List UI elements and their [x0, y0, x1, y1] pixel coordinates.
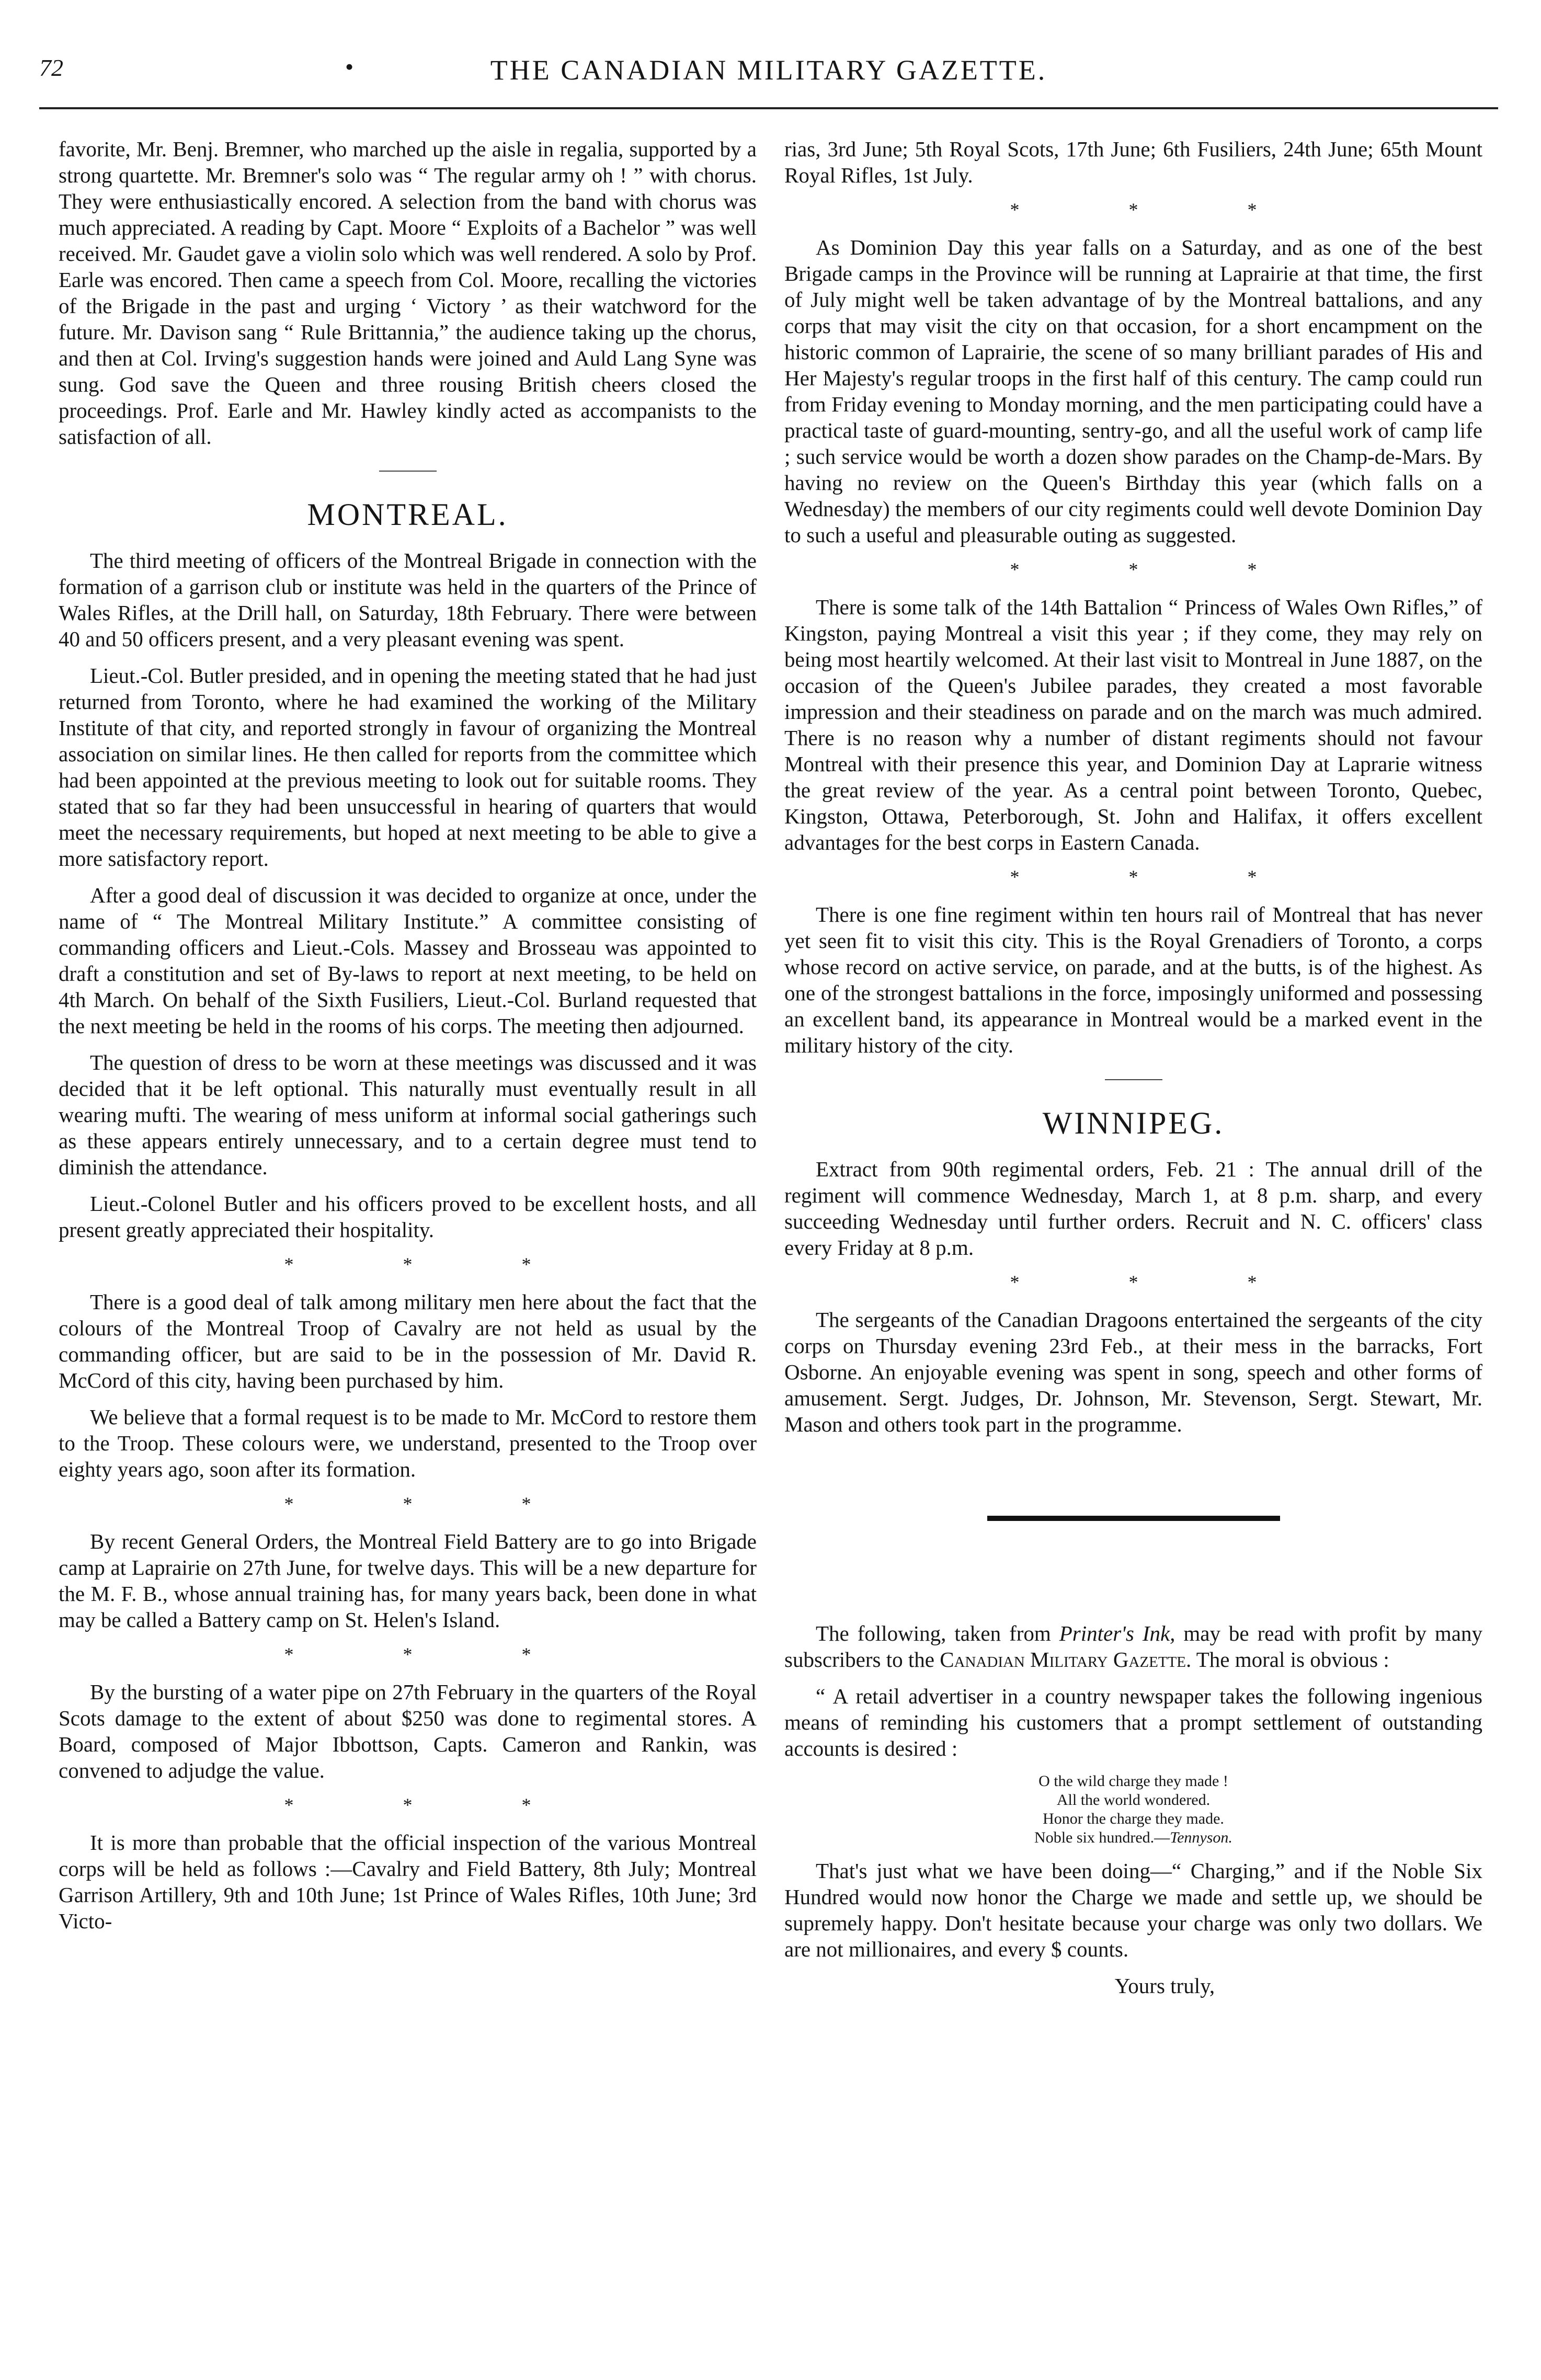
article-paragraph: favorite, Mr. Benj. Bremner, who marched up the aisle in regalia, supported by a strong quartette. Mr. Bremner's solo was “ The regular army oh ! ” with chorus. They were enthusiastically encored. A selection from the band with chorus was much appreciated. A reading by Capt. Moore “ Exploits of a Bachelor ” was well received. Mr. Gaudet gave a violin solo which was well rendered. A solo by Prof. Earle was encored. Then came a speech from Col. Moore, recalling the victories of the Brigade in the past and urging ‘ Victory ’ as their watchword for the future. Mr. Davison sang “ Rule Brittannia,” the audience taking up the chorus, and then at Col. Irving's suggestion hands were joined and Auld Lang Syne was sung. God save the Queen and three rousing British cheers closed the proceedings. Prof. Earle and Mr. Hawley kindly acted as accompanists to the satisfaction of all.: [59, 137, 757, 449]
article-paragraph: Lieut.-Colonel Butler and his officers proved to be excellent hosts, and all present greatly appreciated their hospitality.: [59, 1192, 757, 1242]
poem-line-text: Noble six hundred.—: [1034, 1829, 1170, 1846]
page-number: 72: [39, 54, 63, 81]
poem-line: [784, 1828, 1482, 1847]
section-divider: [1105, 1079, 1162, 1080]
left-column: [59, 136, 757, 1944]
article-paragraph: rias, 3rd June; 5th Royal Scots, 17th June; 6th Fusiliers, 24th June; 65th Mount Royal Rifles, 1st July.: [784, 137, 1482, 187]
star-separator: * * *: [1010, 866, 1309, 887]
printers-text-b: may be read with profit by many subscribers to the: [784, 1621, 1482, 1672]
article-paragraph: The sergeants of the Canadian Dragoons entertained the sergeants of the city corps on Thursday evening 23rd Feb., at their mess in the barracks, Fort Osborne. An enjoyable evening was spent in song, speech and other forms of amusement. Sergt. Judges, Dr. Johnson, Mr. Stevenson, Sergt. Stewart, Mr. Mason and others took part in the programme.: [784, 1308, 1482, 1436]
printers-text-a: The following, taken from: [816, 1621, 1051, 1645]
section-title-winnipeg: WINNIPEG.: [1042, 1106, 1225, 1140]
poem-line: O the wild charge they made !: [1038, 1772, 1228, 1790]
star-separator: * * *: [1010, 559, 1309, 580]
star-separator: * * *: [284, 1644, 584, 1665]
article-paragraph: By the bursting of a water pipe on 27th February in the quarters of the Royal Scots damage to the extent of about $250 was done to regimental stores. A Board, composed of Major Ibbottson, Capts. Cameron and Rankin, was convened to adjudge the value.: [59, 1680, 757, 1782]
star-separator: * * *: [284, 1254, 584, 1275]
article-paragraph: As Dominion Day this year falls on a Saturday, and as one of the best Brigade camps in the Province will be running at Laprairie at that time, the first of July might well be taken advantage of by the Montreal battalions, and any corps that may visit the city on that occasion, for a short encampment on the historic common of Laprairie, the scene of so many brilliant parades of His and Her Majesty's regular troops in the first half of this century. The camp could run from Friday evening to Monday morning, and the men participating could have a practical taste of guard-mounting, sentry-go, and all the useful work of camp life ; such service would be worth a dozen show parades on the Champ-de-Mars. By having no review on the Queen's Birthday this year (which falls on a Wednesday) the members of our city regiments could well devote Dominion Day to such a useful and pleasurable outing as suggested.: [784, 235, 1482, 547]
article-paragraph: “ A retail advertiser in a country newspaper takes the following ingenious means of reminding his customers that a prompt settlement of outstanding accounts is desired :: [784, 1684, 1482, 1760]
article-paragraph: There is one fine regiment within ten hours rail of Montreal that has never yet seen fit to visit this city. This is the Royal Grenadiers of Toronto, a corps whose record on active service, on parade, and at the butts, is of the highest. As one of the strongest battalions in the force, imposingly uniformed and possessing an excellent band, its appearance in Montreal would be a marked event in the military history of the city.: [784, 902, 1482, 1057]
star-separator: * * *: [1010, 1272, 1309, 1292]
article-paragraph: We believe that a formal request is to be made to Mr. McCord to restore them to the Troop. These colours were, we understand, presented to the Troop over eighty years ago, soon after its formation.: [59, 1405, 757, 1481]
section-divider: [379, 471, 437, 472]
article-paragraph: It is more than probable that the official inspection of the various Montreal corps will be held as follows :—Cavalry and Field Battery, 8th July; Montreal Garrison Artillery, 9th and 10th June; 1st Prince of Wales Rifles, 10th June; 3rd Victo-: [59, 1830, 757, 1933]
star-separator: * * *: [284, 1493, 584, 1514]
article-paragraph: The question of dress to be worn at these meetings was discussed and it was decided that it be left optional. This naturally must eventually result in all wearing mufti. The wearing of mess uniform at informal social gatherings such as these appears entirely unnecessary, and to a certain degree must tend to diminish the attendance.: [59, 1050, 757, 1179]
article-paragraph: There is a good deal of talk among military men here about the fact that the colours of the Montreal Troop of Cavalry are not held as usual by the commanding officer, but are said to be in the possession of Mr. David R. McCord of this city, having been purchased by him.: [59, 1290, 757, 1392]
star-separator: * * *: [284, 1794, 584, 1815]
article-paragraph: There is some talk of the 14th Battalion “ Princess of Wales Own Rifles,” of Kingston, paying Montreal a visit this year ; if they come, they may rely on being most heartily welcomed. At their last visit to Montreal in June 1887, on the occasion of the Queen's Jubilee parades, they created a most favorable impression and their steadiness on parade and on the march was much admired. There is no reason why a number of distant regiments should not favour Montreal with their presence this year, and Dominion Day at Laprarie witness the great review of the year. As a central point between Toronto, Quebec, Kingston, Ottawa, Peterborough, St. John and Halifax, it offers excellent advantages for the best corps in Eastern Canada.: [784, 595, 1482, 854]
poem-quote: [784, 1772, 1482, 1847]
signoff: Yours truly,: [1114, 1974, 1215, 1998]
article-paragraph: After a good deal of discussion it was decided to organize at once, under the name of “ The Montreal Military Institute.” A committee consisting of commanding officers and Lieut.-Cols. Massey and Brosseau was appointed to draft a constitution and set of By-laws to report at next meeting, to be held on 4th March. On behalf of the Sixth Fusiliers, Lieut.-Col. Burland requested that the next meeting be held in the rooms of his corps. The meeting then adjourned.: [59, 883, 757, 1038]
page-header: [39, 50, 1498, 107]
article-paragraph: Extract from 90th regimental orders, Feb. 21 : The annual drill of the regiment will commence Wednesday, March 1, at 8 p.m. sharp, and every succeeding Wednesday until further orders. Recruit and N. C. officers' class every Friday at 8 p.m.: [784, 1157, 1482, 1260]
gazette-name: Canadian Military Gazette.: [940, 1647, 1192, 1672]
article-paragraph: [784, 1620, 1482, 1673]
publication-title: THE CANADIAN MILITARY GAZETTE.: [490, 54, 1047, 86]
header-rule: [39, 107, 1498, 109]
section-title-montreal: MONTREAL.: [307, 497, 508, 532]
article-paragraph: By recent General Orders, the Montreal Field Battery are to go into Brigade camp at Laprairie on 27th June, for twelve days. This will be a new departure for the M. F. B., whose annual training has, for many years back, been done in what may be called a Battery camp on St. Helen's Island.: [59, 1529, 757, 1632]
article-paragraph: The third meeting of officers of the Montreal Brigade in connection with the formation of a garrison club or institute was held in the quarters of the Prince of Wales Rifles, at the Drill hall, on Saturday, 18th February. There were between 40 and 50 officers present, and a very pleasant evening was spent.: [59, 548, 757, 651]
poem-attribution: Tennyson.: [1170, 1829, 1232, 1846]
printers-ink-title: Printer's Ink,: [1059, 1621, 1175, 1645]
header-dot: •: [345, 53, 354, 80]
poem-line: Honor the charge they made.: [1043, 1810, 1224, 1827]
poem-line: All the world wondered.: [1056, 1791, 1211, 1809]
star-separator: * * *: [1010, 199, 1309, 220]
printers-text-c: The moral is obvious :: [1196, 1647, 1389, 1672]
article-paragraph: Lieut.-Col. Butler presided, and in opening the meeting stated that he had just returned from Toronto, where he had examined the working of the Military Institute of that city, and reported strongly in favour of organizing the Montreal association on similar lines. He then called for reports from the committee which had been appointed at the previous meeting to look out for suitable rooms. They stated that so far they had been unsuccessful in hearing of quarters that would meet the necessary requirements, but hoped at next meeting to be able to give a more satisfactory report.: [59, 663, 757, 871]
article-paragraph: That's just what we have been doing—“ Charging,” and if the Noble Six Hundred would now honor the Charge we made and settle up, we should be supremely happy. Don't hesitate because your charge was only two dollars. We are not millionaires, and every $ counts.: [784, 1859, 1482, 1961]
right-column: [784, 136, 1482, 1999]
heavy-divider: [987, 1516, 1280, 1521]
